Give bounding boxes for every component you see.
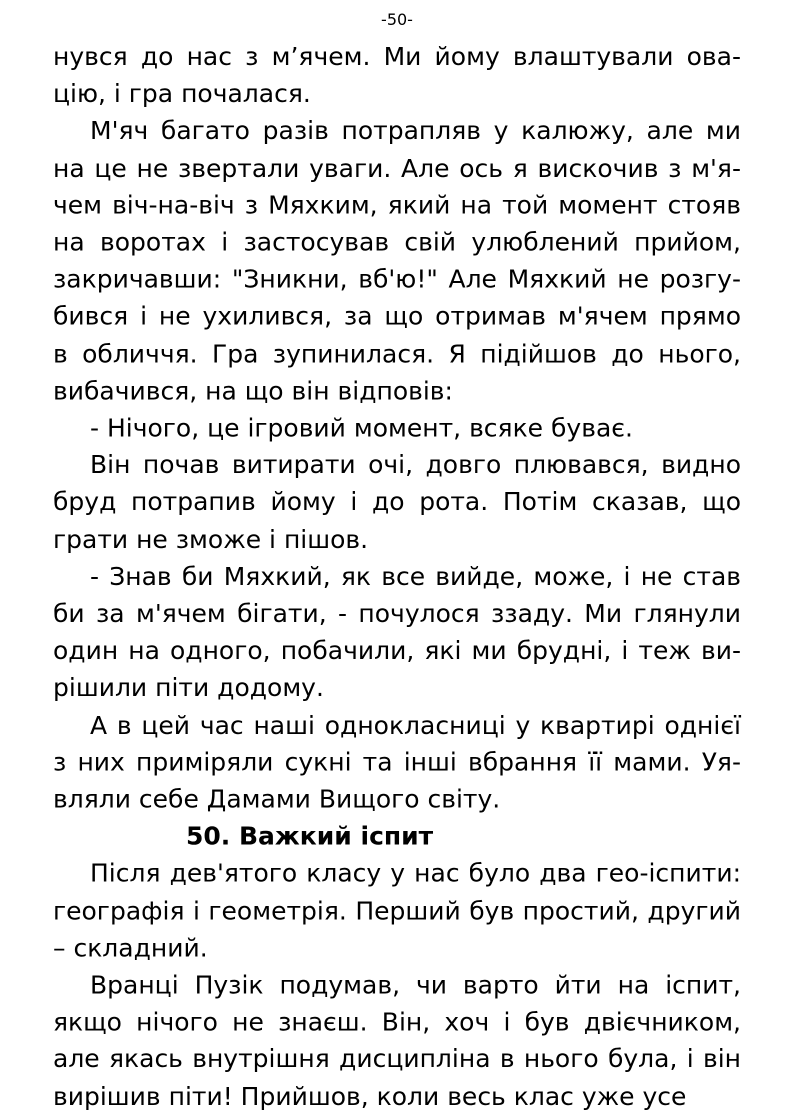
text-line: М'яч багато разів потрапляв у калюжу, але ми [90,116,741,146]
paragraph [53,855,741,966]
paragraph [53,112,741,409]
text-line: вляли себе Дамами Вищого світу. [53,784,501,814]
page-number: -50- [381,10,413,29]
text-line: А в цей час наші однокласниці у квартирі однієї [90,710,741,740]
text-line: але якась внутрішня дисципліна в нього була, і він [53,1044,741,1074]
text-line: вибачився, на що він відповів: [53,376,453,406]
section-heading: 50. Важкий іспит [186,821,434,851]
text-line: - Нічого, це ігровий момент, всяке буває. [90,413,633,443]
text-line: чем віч-на-віч з Мяхким, який на той момент стояв [53,190,741,220]
paragraph [53,966,741,1115]
page-body [53,38,741,1115]
text-line: грати не зможе і пішов. [53,524,369,554]
text-line: на воротах і застосував свій улюблений прийом, [53,227,741,257]
paragraph [53,409,741,446]
text-line: з них приміряли сукні та інші вбрання її мами. Уя- [53,747,741,777]
text-line: закричавши: "Зникни, вб'ю!" Але Мяхкий не розгу- [53,264,741,294]
text-line: один на одного, побачили, які ми брудні, і теж ви- [53,636,741,666]
text-line: – складний. [53,933,208,963]
paragraph [53,706,741,817]
text-line: - Знав би Мяхкий, як все вийде, може, і не став [90,561,741,591]
paragraph [53,447,741,558]
text-line: нувся до нас з м’ячем. Ми йому влаштували ова- [53,41,741,71]
text-line: Він почав витирати очі, довго плювався, видно [90,450,741,480]
text-line: цію, і гра почалася. [53,79,311,109]
text-line: якщо нічого не знаєш. Він, хоч і був двієчником, [53,1007,741,1037]
paragraph [53,38,741,112]
text-line: бруд потрапив йому і до рота. Потім сказав, що [53,487,741,517]
text-line: бився і не ухилився, за що отримав м'ячем прямо [53,301,741,331]
text-line: Після дев'ятого класу у нас було два гео-іспити: [90,859,741,888]
text-block-after-heading [53,855,741,1115]
text-line: рішили піти додому. [53,673,324,703]
paragraph [53,558,741,707]
text-line: на це не звертали уваги. Але ось я вискочив з м'я- [53,153,741,183]
text-line: Вранці Пузік подумав, чи варто йти на іспит, [90,970,741,1000]
text-line: географія і геометрія. Перший був простий, другий [53,896,741,926]
text-line: би за м'ячем бігати, - почулося ззаду. Ми глянули [53,599,741,629]
text-line: в обличчя. Гра зупинилася. Я підійшов до нього, [53,339,741,369]
text-block-before-heading [53,38,741,818]
text-line: вирішив піти! Прийшов, коли весь клас уже усе [53,1081,687,1111]
